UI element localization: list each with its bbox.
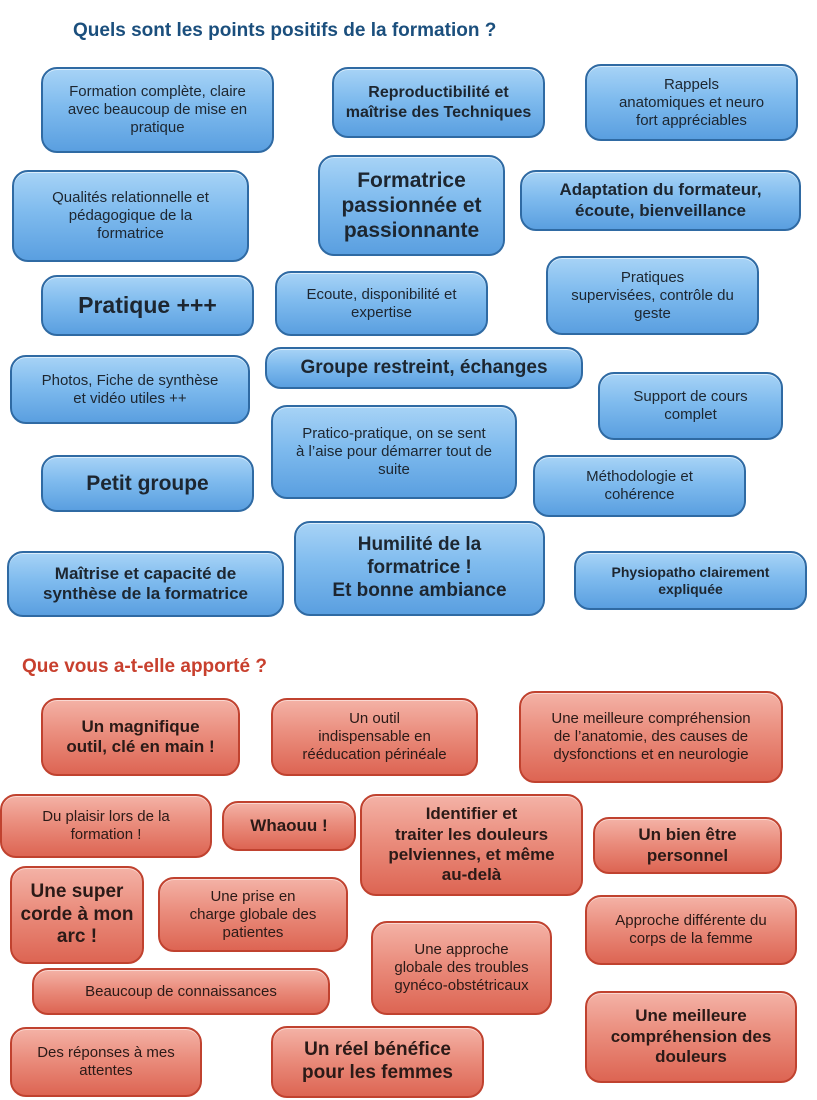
positive-item [7,551,284,617]
positive-item-text: Humilité de la formatrice ! Et bonne ambiance [332,534,507,601]
positive-item [598,372,783,440]
benefit-item [158,877,348,952]
positive-item [294,521,545,616]
benefit-item-text: Un outil indispensable en rééducation périnéale [302,710,447,763]
positive-item [585,64,798,141]
benefit-item [360,794,583,896]
positive-item-text: Support de cours complet [633,388,748,423]
benefit-item-text: Un magnifique outil, clé en main ! [66,716,215,756]
positive-item [318,155,505,256]
positive-item [10,355,250,424]
positive-item [546,256,759,335]
section-title-benefits: Que vous a-t-elle apporté ? [22,656,267,677]
benefit-item [222,801,356,851]
benefit-item-text: Une approche globale des troubles gynéco-obstétricaux [394,941,529,994]
positive-item [41,455,254,512]
positive-item-text: Ecoute, disponibilité et expertise [306,285,457,321]
positive-item [41,67,274,153]
positive-item [271,405,517,499]
benefit-item [41,698,240,776]
positive-item-text: Reproductibilité et maîtrise des Techniques [345,84,532,121]
benefit-item [585,991,797,1083]
benefit-item-text: Une meilleure compréhension des douleurs [610,1006,772,1067]
positive-item-text: Maîtrise et capacité de synthèse de la formatrice [42,563,249,603]
positive-item [12,170,249,262]
benefit-item-text: Approche différente du corps de la femme [615,912,767,947]
benefit-item-text: Une meilleure compréhension de l’anatomie, des causes de dysfonctions et en neurologie [551,710,751,763]
positive-item-text: Physiopatho clairement expliquée [611,563,770,597]
benefit-item-text: Un bien être personnel [638,825,737,865]
positive-item-text: Adaptation du formateur, écoute, bienveillance [559,180,762,220]
positive-item-text: Formatrice passionnée et passionnante [341,168,482,243]
positive-item-text: Rappels anatomiques et neuro fort appréciables [618,75,765,129]
benefit-item-text: Beaucoup de connaissances [85,982,277,1000]
positive-item-text: Méthodologie et cohérence [586,468,693,503]
benefit-item [10,866,144,964]
positive-item-text: Pratiques supervisées, contrôle du geste [571,268,734,322]
benefit-item [0,794,212,858]
benefit-item-text: Identifier et traiter les douleurs pelviennes, et même au-delà [388,804,555,885]
positive-item [265,347,583,389]
positive-item-text: Pratico-pratique, on se sent à l’aise pour démarrer tout de suite [296,425,492,478]
benefit-item [519,691,783,783]
benefit-item-text: Une super corde à mon arc ! [20,880,134,948]
positive-item-text: Qualités relationnelle et pédagogique de la formatrice [52,189,209,242]
benefit-item-text: Une prise en charge globale des patientes [189,887,317,941]
benefit-item-text: Un réel bénéfice pour les femmes [302,1039,453,1083]
positive-item [41,275,254,336]
benefit-item [593,817,782,874]
positive-item-text: Photos, Fiche de synthèse et vidéo utiles ++ [41,371,219,407]
positive-item [574,551,807,610]
positive-item-text: Pratique +++ [78,291,217,318]
positive-item-text: Groupe restreint, échanges [300,356,548,378]
positive-item [533,455,746,517]
benefit-item [271,698,478,776]
benefit-item-text: Des réponses à mes attentes [37,1044,175,1079]
positive-item [332,67,545,138]
positive-item [275,271,488,336]
positive-item-text: Formation complète, claire avec beaucoup de mise en pratique [67,83,248,136]
section-title-positive: Quels sont les points positifs de la formation ? [73,20,497,41]
benefit-item [32,968,330,1015]
benefit-item [271,1026,484,1098]
benefit-item [10,1027,202,1097]
benefit-item-text: Du plaisir lors de la formation ! [42,808,170,843]
benefit-item-text: Whaouu ! [250,815,328,835]
positive-item [520,170,801,231]
benefit-item [585,895,797,965]
positive-item-text: Petit groupe [86,471,209,495]
benefit-item [371,921,552,1015]
